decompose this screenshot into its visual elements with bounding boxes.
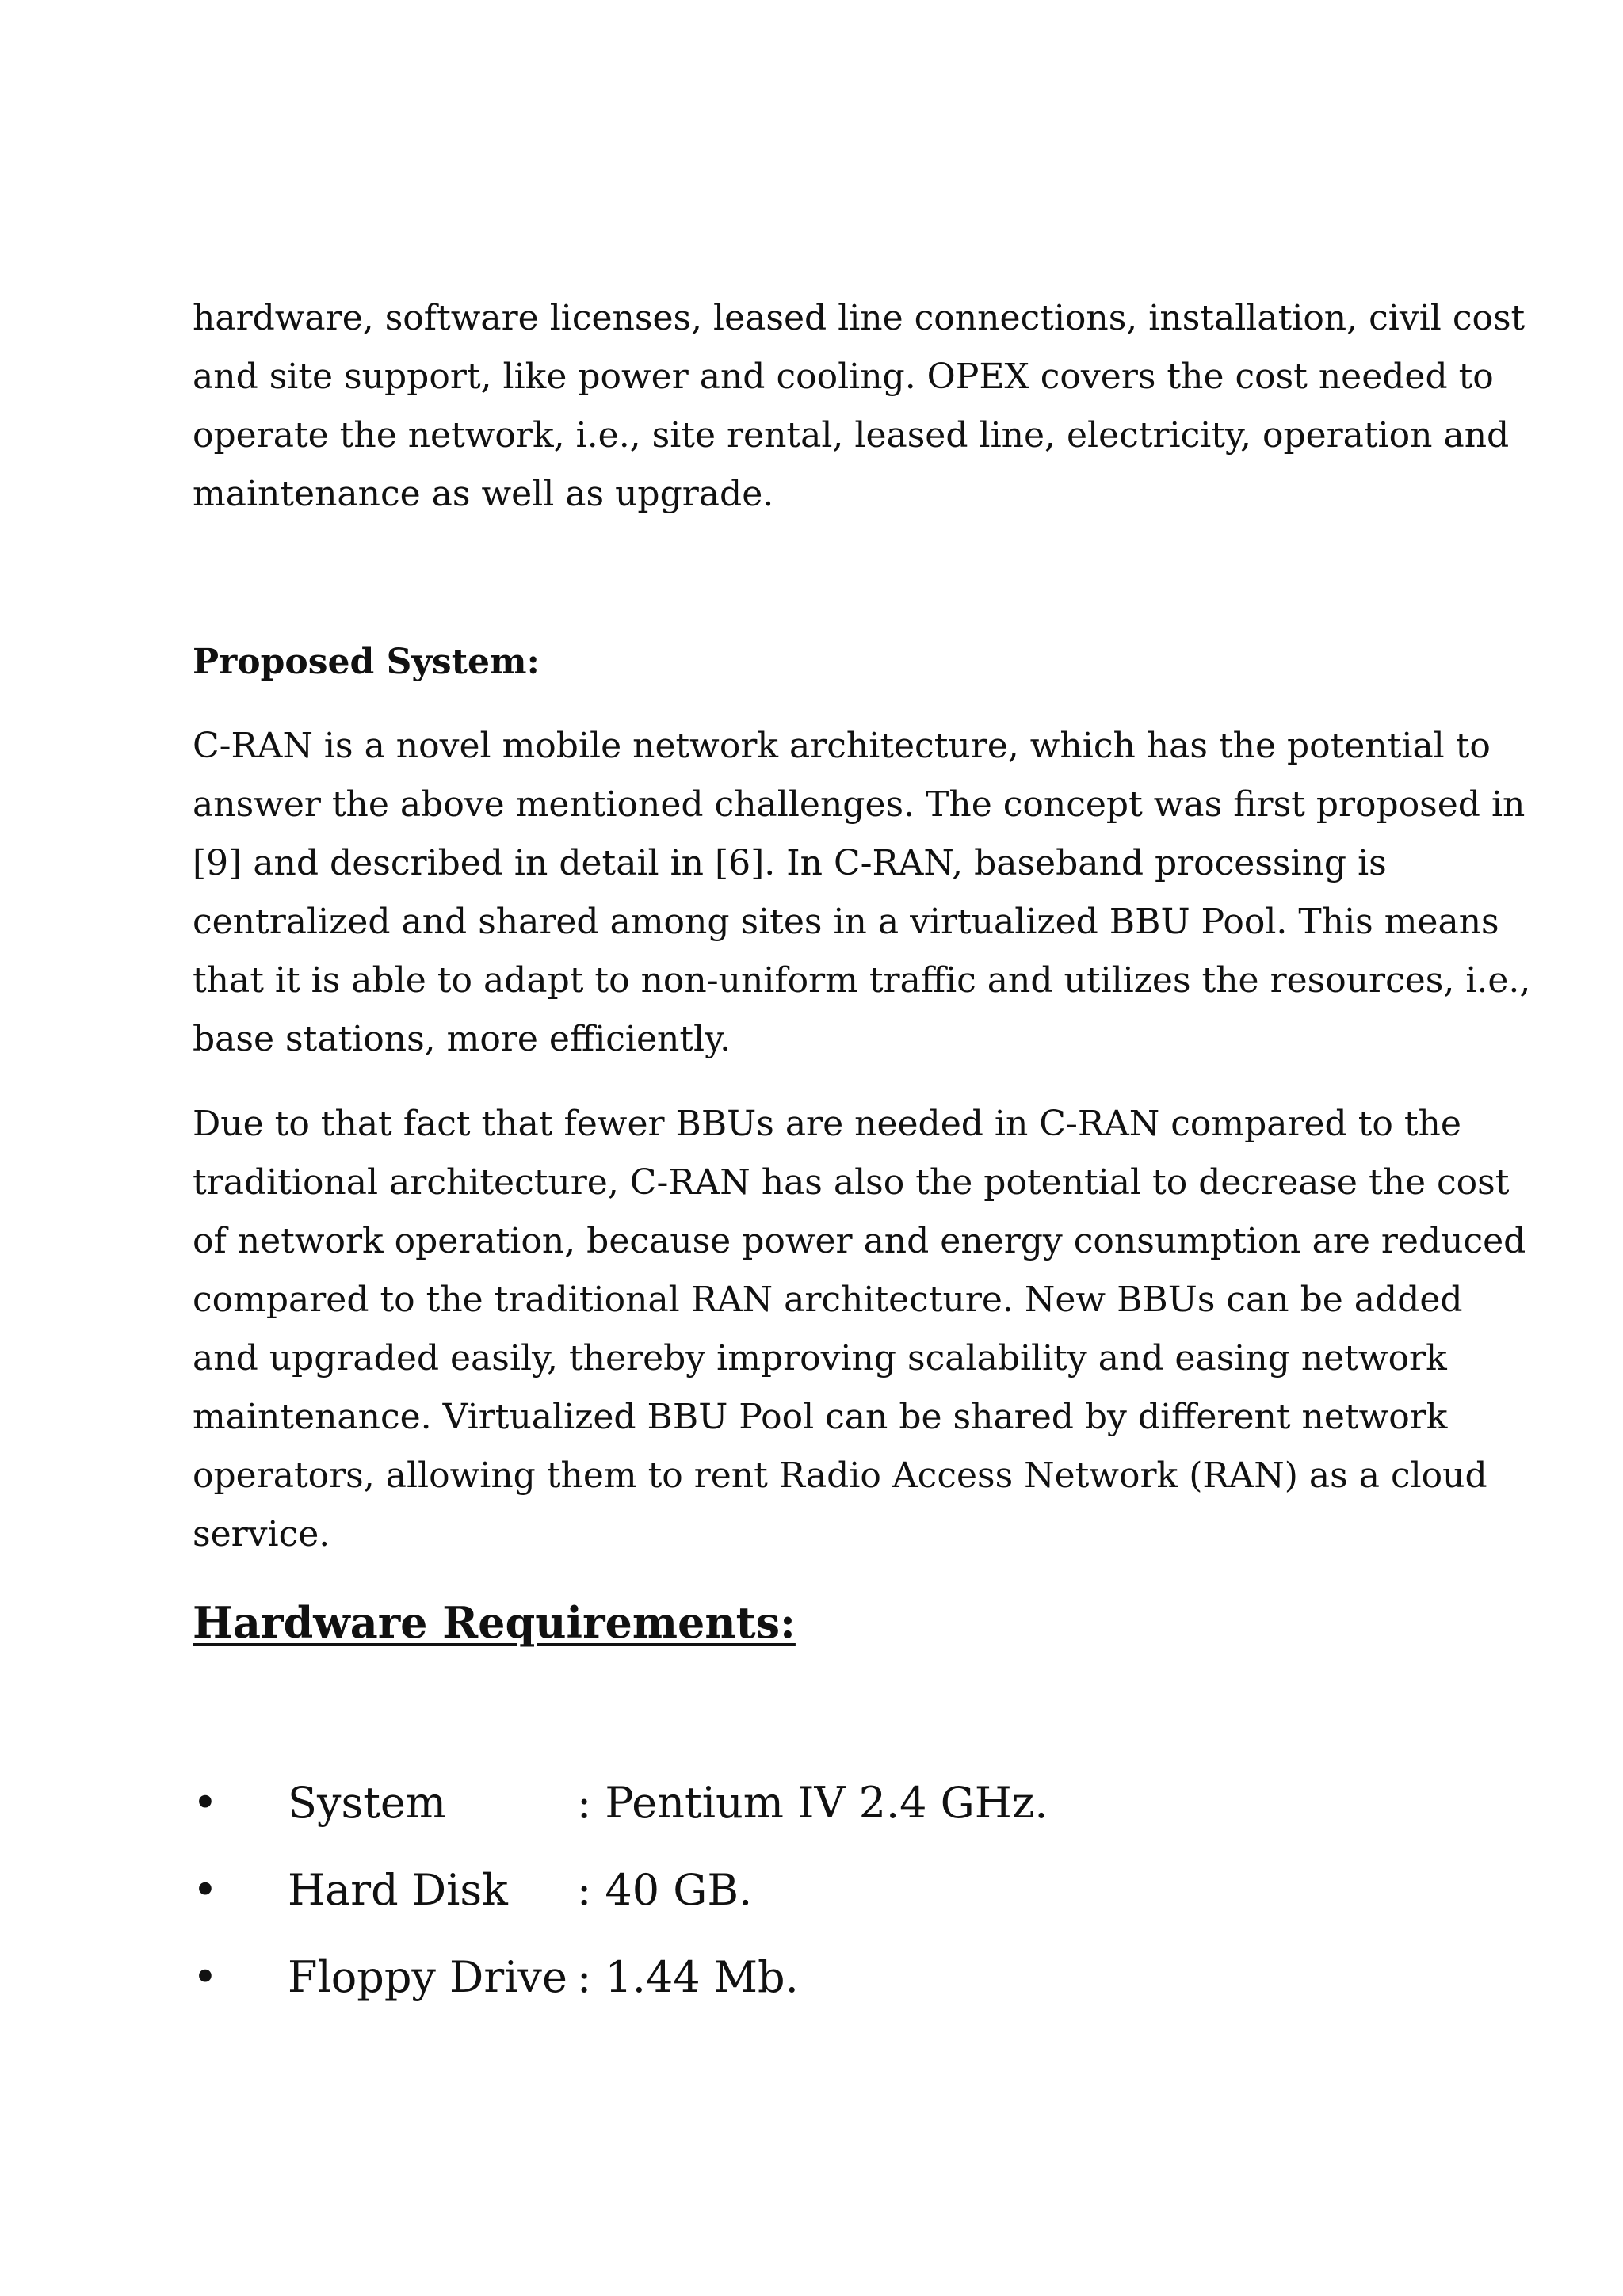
p1-line-5: that it is able to adapt to non-uniform traffic and utilizes the resources, i.e., — [193, 960, 1531, 1001]
intro-line-2: and site support, like power and cooling. OPEX covers the cost needed to — [193, 357, 1494, 397]
bullet-icon: • — [193, 1865, 218, 1915]
requirement-value: : 1.44 Mb. — [577, 1952, 799, 2002]
p2-line-6: maintenance. Virtualized BBU Pool can be shared by different network — [193, 1397, 1448, 1437]
hardware-requirements-heading: Hardware Requirements: — [193, 1597, 796, 1648]
p2-line-4: compared to the traditional RAN architecture. New BBUs can be added — [193, 1280, 1463, 1320]
p1-line-4: centralized and shared among sites in a virtualized BBU Pool. This means — [193, 902, 1499, 942]
requirement-value: : 40 GB. — [577, 1865, 753, 1915]
requirement-value: : Pentium IV 2.4 GHz. — [577, 1778, 1048, 1828]
list-item — [193, 1863, 1381, 1918]
intro-line-1: hardware, software licenses, leased line connections, installation, civil cost — [193, 298, 1526, 338]
p1-line-6: base stations, more efficiently. — [193, 1019, 731, 1059]
p1-line-3: [9] and described in detail in [6]. In C-RAN, baseband processing is — [193, 843, 1387, 883]
p2-line-5: and upgraded easily, thereby improving scalability and easing network — [193, 1338, 1447, 1379]
list-item — [193, 1950, 1381, 2005]
p2-line-3: of network operation, because power and energy consumption are reduced — [193, 1221, 1526, 1261]
p2-line-7: operators, allowing them to rent Radio Access Network (RAN) as a cloud — [193, 1455, 1487, 1496]
p2-line-8: service. — [193, 1514, 330, 1554]
p2-line-1: Due to that fact that fewer BBUs are needed in C-RAN compared to the — [193, 1104, 1461, 1144]
intro-line-3: operate the network, i.e., site rental, leased line, electricity, operation and — [193, 415, 1510, 456]
list-item — [193, 1775, 1381, 1831]
p1-line-1: C-RAN is a novel mobile network architecture, which has the potential to — [193, 726, 1491, 766]
requirement-label: Hard Disk — [288, 1865, 508, 1915]
p2-line-2: traditional architecture, C-RAN has also the potential to decrease the cost — [193, 1162, 1510, 1203]
bullet-icon: • — [193, 1952, 218, 2002]
bullet-icon: • — [193, 1778, 218, 1828]
requirement-label: Floppy Drive — [288, 1952, 567, 2002]
p1-line-2: answer the above mentioned challenges. The concept was first proposed in — [193, 784, 1526, 825]
intro-line-4: maintenance as well as upgrade. — [193, 474, 774, 514]
requirement-label: System — [288, 1778, 447, 1828]
proposed-system-heading: Proposed System: — [193, 642, 540, 682]
